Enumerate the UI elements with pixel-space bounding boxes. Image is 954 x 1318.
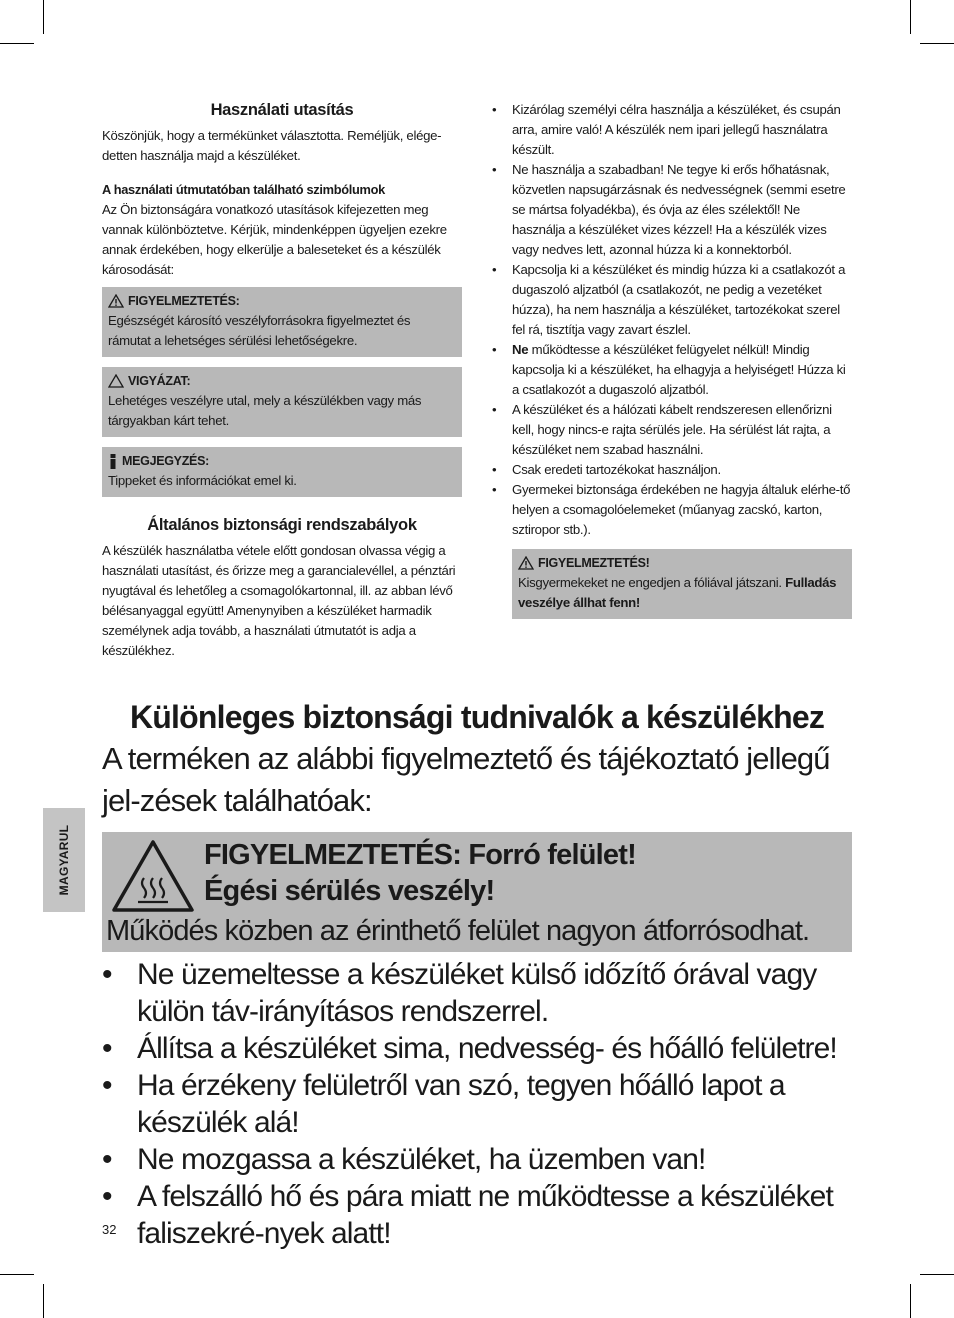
crop-mark [0, 43, 34, 44]
caution-box [102, 367, 462, 437]
right-column [492, 100, 852, 619]
crop-mark [910, 0, 911, 34]
general-safety-title: Általános biztonsági rendszabályok [147, 516, 417, 534]
hot-surface-warning [102, 832, 852, 952]
list-item: • Ne mozgassa a készüléket, ha üzemben van! [102, 1143, 706, 1176]
note-box [102, 447, 462, 497]
list-item: • Ne használja a szabadban! Ne tegye ki erős hőhatásnak, közvetlen napsugárzásnak és nedvességnek (semmi esetre se mártsa folyadékba), és óvja az éles szélektől! Ne használja a készüléket vizes kézzel! Ha a készülék vizes vagy nedves lett, azonnal húzza ki a konnektorból. [492, 160, 852, 260]
special-safety-title: Különleges biztonsági tudnivalók a készülékhez [129, 699, 825, 735]
list-item: • Kizárólag személyi célra használja a készüléket, és csupán arra, amire való! A készülék nem ipari jellegű használatra készült. [492, 100, 852, 160]
list-item: • A készüléket és a hálózati kábelt rendszeresen ellenőrizni kell, hogy nincs-e rajta sérülés jele. Ha sérülést lát rajta, a készüléket nem szabad használni. [492, 400, 852, 460]
warning-box [102, 287, 462, 357]
symbols-heading: A használati útmutatóban található szimbólumok [102, 182, 385, 197]
crop-mark [43, 1284, 44, 1318]
list-item: • Gyermekei biztonsága érdekében ne hagyja általuk elérhe-tő helyen a csomagolóelemeket (műanyag zacskó, karton, sztiropor stb.). [492, 480, 852, 540]
warning-triangle-icon [518, 556, 534, 570]
language-tab: MAGYARUL [43, 808, 85, 912]
crop-mark [43, 0, 44, 34]
list-item: • Ha érzékeny felületről van szó, tegyen hőálló lapot a készülék alá! [102, 1069, 785, 1139]
crop-mark [0, 1274, 34, 1275]
warning-box-title: FIGYELMEZTETÉS: [128, 294, 240, 308]
list-item: • A felszálló hő és pára miatt ne működtesse a készüléket faliszekré-nyek alatt! [102, 1180, 833, 1250]
child-warning-text: Kisgyermekeket ne engedjen a fóliával játszani. Fulladás veszélye állhat fenn! [518, 575, 837, 610]
intro-text: Köszönjük, hogy a termékünket választotta. Reméljük, elége-detten használja majd a készüléket. [102, 128, 442, 163]
crop-mark [920, 1274, 954, 1275]
hot-warning-heading: FIGYELMEZTETÉS: Forró felület! [204, 839, 636, 871]
crop-mark [910, 1284, 911, 1318]
list-item-bold: Ne [512, 342, 529, 357]
list-item: • Csak eredeti tartozékokat használjon. [492, 460, 852, 480]
device-safety-list [102, 956, 862, 1252]
note-box-text: Tippeket és információkat emel ki. [108, 473, 297, 488]
general-safety-text: A készülék használatba vétele előtt gondosan olvassa végig a használati utasítást, és őrizze meg a garancialevéllel, a pénztári nyugtával és lehetőleg a csomagolókartonnal, ill. az abban lévő bélésanyaggal együtt! Amenynyiben a készüléket harmadik személynek adja tovább, a használati útmutatót is adja a készülékhez. [102, 543, 456, 658]
list-item: • Ne működtesse a készüléket felügyelet nélkül! Mindig kapcsolja ki a készüléket, ha elhagyja a helyiséget! Húzza ki a csatlakozót a dugaszoló aljzatból. [492, 340, 852, 400]
list-item: • Ne üzemeltesse a készüléket külső időzítő órával vagy külön táv-irányításos rendszerrel. [102, 958, 817, 1028]
child-warning-title: FIGYELMEZTETÉS! [538, 556, 650, 570]
markings-subtitle: A terméken az alábbi figyelmeztető és tájékoztató jellegű jel-zések találhatóak: [102, 741, 830, 818]
left-column [102, 98, 462, 661]
safety-list [492, 100, 852, 540]
warning-box-text: Egészségét károsító veszélyforrásokra figyelmeztet és rámutat a lehetséges sérülési lehetőségekre. [108, 313, 411, 348]
burn-risk-heading: Égési sérülés veszély! [204, 875, 495, 907]
caution-triangle-icon [108, 374, 124, 388]
note-box-title: MEGJEGYZÉS: [122, 454, 209, 468]
caution-box-text: Lehetéges veszélyre utal, mely a készülékben vagy más tárgyakban kárt tehet. [108, 393, 422, 428]
crop-mark [920, 43, 954, 44]
child-warning-box [512, 549, 852, 619]
symbols-text: Az Ön biztonságára vonatkozó utasítások kifejezetten meg vannak különböztetve. Kérjük, mindenképpen ügyeljen ezekre annak érdekében, hogy elkerülje a baleseteket és a készülék károsodását: [102, 202, 447, 277]
hot-warning-text: Működés közben az érinthető felület nagyon átforrósodhat. [106, 915, 810, 947]
warning-triangle-icon [108, 294, 124, 308]
page-number: 32 [102, 1222, 117, 1237]
list-item: • Kapcsolja ki a készüléket és mindig húzza ki a csatlakozót a dugaszoló aljzatból (a csatlakozót, ne pedig a vezetéket húzza), ha nem használja a készüléket, tartozékokat szerel fel rá, tisztítja vagy zavart észlel. [492, 260, 852, 340]
caution-box-title: VIGYÁZAT: [128, 374, 191, 388]
info-icon [108, 454, 118, 469]
usage-title: Használati utasítás [210, 101, 354, 119]
hot-surface-icon [110, 838, 196, 914]
list-item: • Állítsa a készüléket sima, nedvesség- és hőálló felületre! [102, 1032, 837, 1065]
